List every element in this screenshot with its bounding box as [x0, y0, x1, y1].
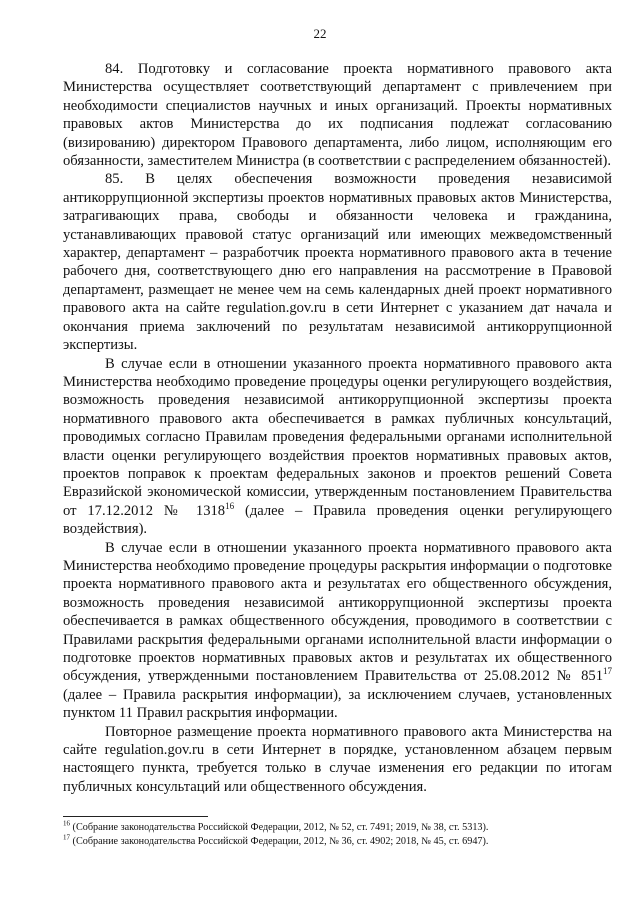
footnote-16: [63, 821, 612, 835]
paragraph-84: 84. Подготовку и согласование проекта нормативного правового акта Министерства осуществляет соответствующий департамент с привлечением при необходимости специалистов научных и иных организаций. Проекты нормативных правовых актов Министерства до их подписания подлежат согласованию (визированию) директором Правового департамента, либо лицом, исполняющим его обязанности, заместителем Министра (в соответствии с распределением обязанностей).: [63, 61, 612, 170]
footnote-text: (Собрание законодательства Российской Федерации, 2012, № 36, ст. 4902; 2018, № 45, ст. 6947).: [70, 835, 489, 847]
footnote-ref-16[interactable]: 16: [225, 500, 235, 511]
footnote-17: [63, 835, 612, 849]
footnote-text: (Собрание законодательства Российской Федерации, 2012, № 52, ст. 7491; 2019, № 38, ст. 5313).: [70, 822, 489, 833]
footnotes: [63, 821, 612, 848]
paragraph-85: 85. В целях обеспечения возможности проведения независимой антикоррупционной экспертизы проектов нормативных правовых актов Министерства, затрагивающих права, свободы и обязанности человека и гражданина, устанавливающих правовой статус организаций или имеющих межведомственный характер, департамент – разработчик проекта нормативного правового акта в течение рабочего дня, соответствующего дню его направления на рассмотрение в Правовой департамент, размещает не менее чем на семь календарных дней проект нормативного правового акта на сайте regulation.gov.ru в сети Интернет с указанием дат начала и окончания приема заключений по результатам независимой антикоррупционной экспертизы.: [63, 171, 612, 354]
footnote-ref-17[interactable]: 17: [603, 666, 612, 677]
paragraph-text: (далее – Правила раскрытия информации), за исключением случаев, установленных пунктом 11 Правил раскрытия информации.: [63, 686, 612, 722]
document-body: [63, 60, 612, 796]
paragraph-text: В случае если в отношении указанного проекта нормативного правового акта Министерства необходимо проведение процедуры раскрытия информации о подготовке проекта нормативного правового акта и результатах его общественного обсуждения, возможность проведения независимой антикоррупционной экспертизы проекта обеспечивается в рамках общественного обсуждения, проводимого в соответствии с Правилами раскрытия федеральными органами исполнительной власти информации о подготовке проектов нормативных правовых актов и результатах их общественного обсуждения, утвержденными постановлением Правительства от 25.08.2012 № 851: [63, 539, 612, 685]
paragraph-85-information-disclosure: [63, 539, 612, 723]
paragraph-85-regulatory-impact: [63, 355, 612, 539]
paragraph-text: (далее – Правила проведения оценки регулирующего воздействия).: [63, 502, 612, 538]
footnote-number: 17: [63, 833, 70, 842]
paragraph-85-repeated-placement: Повторное размещение проекта нормативного правового акта Министерства на сайте regulation.gov.ru в сети Интернет в порядке, установленном абзацем первым настоящего пункта, требуется только в случае изменения его редакции по итогам публичных консультаций или общественного обсуждения.: [63, 723, 612, 795]
footnote-divider: [63, 816, 208, 817]
footnote-number: 16: [63, 819, 70, 828]
paragraph-text: В случае если в отношении указанного проекта нормативного правового акта Министерства необходимо проведение процедуры оценки регулирующего воздействия, возможность проведения независимой антикоррупционной экспертизы проекта нормативного правового акта обеспечивается в рамках публичных консультаций, проводимых согласно Правилам проведения федеральными органами исполнительной власти оценки регулирующего воздействия проектов нормативных правовых актов, проектов поправок к проектам федеральных законов и проектов решений Совета Евразийской экономической комиссии, утвержденным постановлением Правительства от 17.12.2012 № 1318: [63, 355, 612, 519]
page-number: 22: [313, 26, 327, 41]
